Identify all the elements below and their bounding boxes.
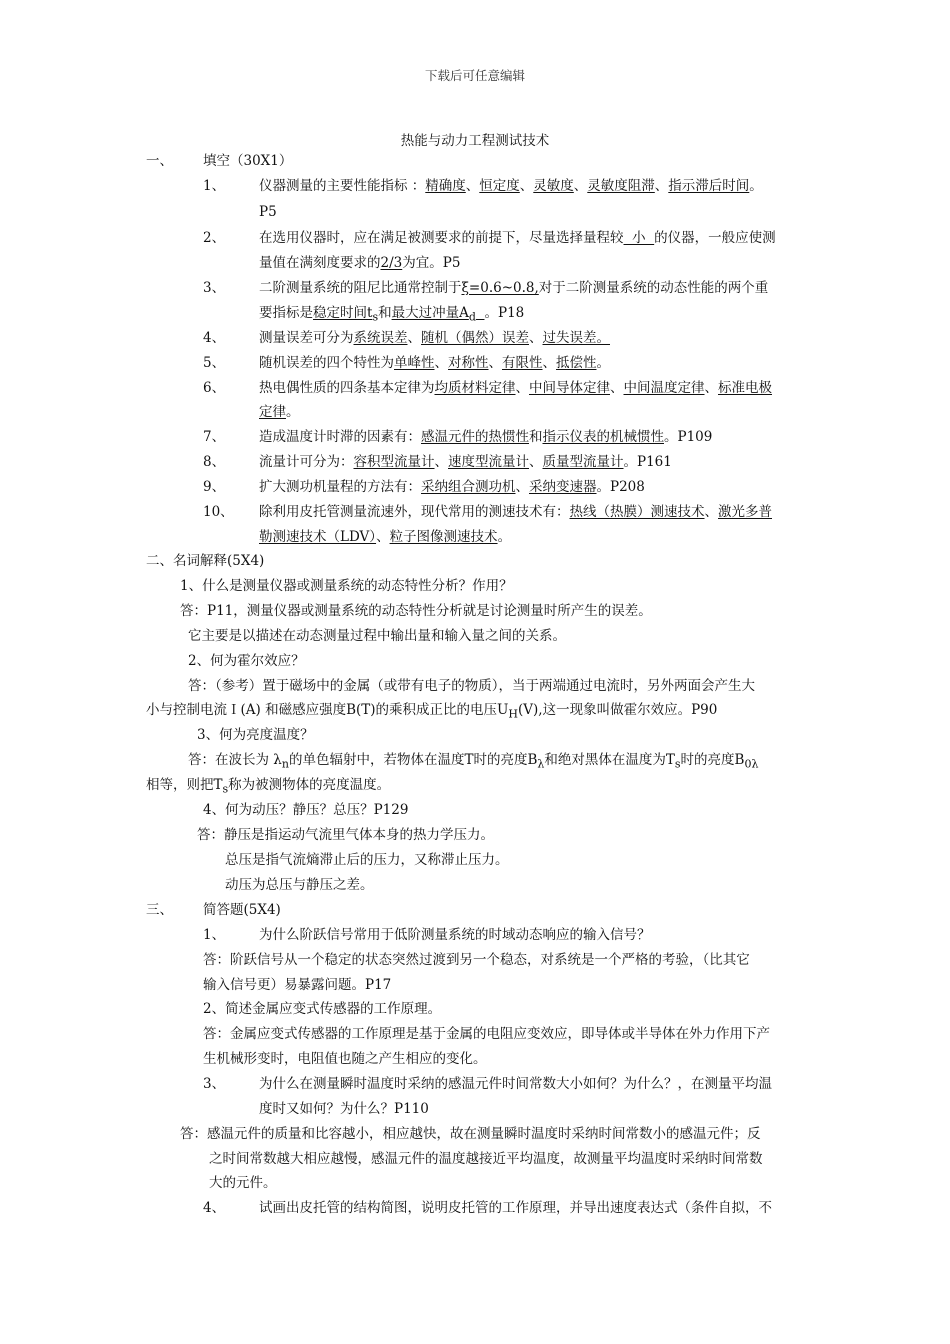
answer: 采纳变速器 [529, 479, 597, 495]
section-title: 二、名词解释(5X4) [146, 553, 265, 569]
question-text: 测量误差可分为系统误差、随机（偶然）误差、过失误差。 [259, 330, 610, 346]
answer: 抵偿性 [556, 355, 597, 371]
short-answer: 生机械形变时，电阻值也随之产生相应的变化。 [203, 1051, 487, 1067]
page-reference: P5 [259, 204, 277, 220]
term-answer: 总压是指气流熵滞止后的压力，又称滞止压力。 [225, 852, 509, 868]
answer: 指示仪表的机械惯性 [542, 429, 664, 445]
answer: 2/3 [380, 255, 403, 271]
question-number: 3、 [203, 1076, 226, 1092]
term-answer: 答：在波长为 $\lambda_n$的单色辐射中，若物体在温度T时的亮度$B_\lambda$和绝对黑体在温度为$T_s$时的亮度$B_{0\lambda}$ [188, 752, 759, 771]
short-answer: 答：金属应变式传感器的工作原理是基于金属的电阻应变效应，即导体或半导体在外力作用下产 [203, 1026, 770, 1042]
question-number: 1、 [203, 927, 226, 943]
term-answer: 相等，则把$T_s$称为被测物体的亮度温度。 [146, 777, 391, 796]
question-text: 勒测速技术（LDV）、粒子图像测速技术。 [259, 529, 512, 545]
term-question: 4、何为动压？静压？总压？P129 [203, 802, 409, 818]
question-text: 造成温度计时滞的因素有：感温元件的热惯性和指示仪表的机械惯性。P109 [259, 429, 713, 445]
term-answer: 小与控制电流Ｉ(A) 和磁感应强度B(T)的乘积成正比的电压$U_H(V)$,这一现象叫做霍尔效应。P90 [146, 702, 718, 721]
answer: 系统误差 [353, 330, 408, 346]
answer: 速度型流量计 [448, 454, 529, 470]
short-answer: 输入信号更）易暴露问题。P17 [203, 977, 392, 993]
question-number: 6、 [203, 380, 226, 396]
question-text: 定律。 [259, 404, 300, 420]
answer: 灵敏度阻滞 [587, 178, 655, 194]
question-number: 10、 [203, 504, 234, 520]
answer: 单峰性 [394, 355, 435, 371]
short-question: 为什么在测量瞬时温度时采纳的感温元件时间常数大小如何？为什么？，在测量平均温 [259, 1076, 772, 1092]
question-text: 除利用皮托管测量流速外，现代常用的测速技术有：热线（热膜）测速技术、激光多普 [259, 504, 772, 520]
answer: 热线（热膜）测速技术 [569, 504, 705, 520]
question-text: 在选用仪器时，应在满足被测要求的前提下，尽量选择量程较 小 的仪器，一般应使测 [259, 230, 776, 246]
short-answer: 大的元件。 [209, 1175, 277, 1191]
answer: 中间导体定律 [529, 380, 610, 396]
question-number: 8、 [203, 454, 226, 470]
short-question: 试画出皮托管的结构简图，说明皮托管的工作原理，并导出速度表达式（条件自拟，不 [259, 1200, 772, 1216]
short-answer: 答：阶跃信号从一个稳定的状态突然过渡到另一个稳态，对系统是一个严格的考验，（比其它 [203, 952, 750, 968]
section-title: 简答题(5X4) [203, 902, 281, 918]
section-number: 三、 [146, 902, 173, 918]
question-number: 9、 [203, 479, 226, 495]
page-header: 下载后可任意编辑 [424, 68, 525, 83]
answer: 对称性 [448, 355, 489, 371]
answer: 精确度 [425, 178, 466, 194]
question-number: 4、 [203, 1200, 226, 1216]
answer: 勒测速技术（LDV） [259, 529, 377, 545]
question-number: 1、 [203, 178, 226, 194]
short-question: 为什么阶跃信号常用于低阶测量系统的时域动态响应的输入信号？ [259, 927, 651, 943]
answer: 最大过冲量$A_d$ [391, 305, 476, 324]
question-text: 流量计可分为：容积型流量计、速度型流量计、质量型流量计。P161 [259, 454, 672, 470]
answer: 采纳组合测功机 [421, 479, 516, 495]
term-answer: 答：（参考）置于磁场中的金属（或带有电子的物质），当于两端通过电流时，另外两面会产生大 [188, 678, 755, 694]
answer: 中间温度定律 [623, 380, 705, 396]
answer: 容积型流量计 [353, 454, 435, 470]
answer: 过失误差。 [542, 330, 610, 346]
question-text: 要指标是稳定时间$t_s$和最大过冲量$A_d$ 。P18 [259, 305, 525, 324]
answer: ξ=0.6~0.8, [461, 280, 539, 296]
answer: 均质材料定律 [434, 380, 516, 396]
question-text: 量值在满刻度要求的2/3为宜。P5 [259, 255, 461, 271]
answer: 有限性 [502, 355, 543, 371]
term-answer: 它主要是以描述在动态测量过程中输出量和输入量之间的关系。 [188, 628, 566, 644]
term-answer: 答：静压是指运动气流里气体本身的热力学压力。 [197, 827, 494, 843]
question-number: 4、 [203, 330, 226, 346]
term-answer: 动压为总压与静压之差。 [225, 877, 374, 893]
section-number: 一、 [146, 153, 173, 169]
question-text: 热电偶性质的四条基本定律为均质材料定律、中间导体定律、中间温度定律、标准电极 [259, 380, 772, 396]
answer: 定律 [259, 404, 286, 420]
question-number: 3、 [203, 280, 226, 296]
answer: 质量型流量计 [542, 454, 624, 470]
answer: 指示滞后时间 [668, 178, 750, 194]
question-text: 随机误差的四个特性为单峰性、对称性、有限性、抵偿性。 [259, 355, 610, 371]
question-number: 7、 [203, 429, 226, 445]
answer: 恒定度 [479, 178, 520, 194]
section-title: 填空（30X1） [203, 153, 293, 169]
answer: 激光多普 [718, 504, 772, 520]
short-question: 度时又如何？为什么？P110 [259, 1101, 429, 1117]
question-text: 仪器测量的主要性能指标 ：精确度、恒定度、灵敏度、灵敏度阻滞、指示滞后时间。 [259, 178, 763, 194]
question-number: 2、 [203, 230, 226, 246]
answer: 随机（偶然）误差 [421, 330, 529, 346]
answer: 小 [623, 230, 655, 246]
question-text: 扩大测功机量程的方法有：采纳组合测功机、采纳变速器。P208 [259, 479, 645, 495]
term-answer: 答：P11，测量仪器或测量系统的动态特性分析就是讨论测量时所产生的误差。 [180, 603, 652, 619]
term-question: 3、何为亮度温度？ [197, 727, 314, 743]
short-question: 2、简述金属应变式传感器的工作原理。 [203, 1001, 442, 1017]
answer: 稳定时间$t_s$ [313, 305, 379, 324]
answer: 灵敏度 [533, 178, 574, 194]
question-number: 5、 [203, 355, 226, 371]
short-answer: 答：感温元件的质量和比容越小，相应越快，故在测量瞬时温度时采纳时间常数小的感温元件；反 [180, 1126, 761, 1142]
question-text: 二阶测量系统的阻尼比通常控制于ξ=0.6~0.8,对于二阶测量系统的动态性能的两个重 [259, 280, 769, 296]
short-answer: 之时间常数越大相应越慢，感温元件的温度越接近平均温度，故测量平均温度时采纳时间常数 [209, 1151, 763, 1167]
answer: 感温元件的热惯性 [421, 429, 529, 445]
term-question: 1、什么是测量仪器或测量系统的动态特性分析？作用？ [180, 578, 513, 594]
document-title: 热能与动力工程测试技术 [400, 133, 550, 149]
answer: 标准电极 [718, 380, 772, 396]
answer: 粒子图像测速技术 [389, 529, 498, 545]
term-question: 2、何为霍尔效应？ [188, 653, 305, 669]
